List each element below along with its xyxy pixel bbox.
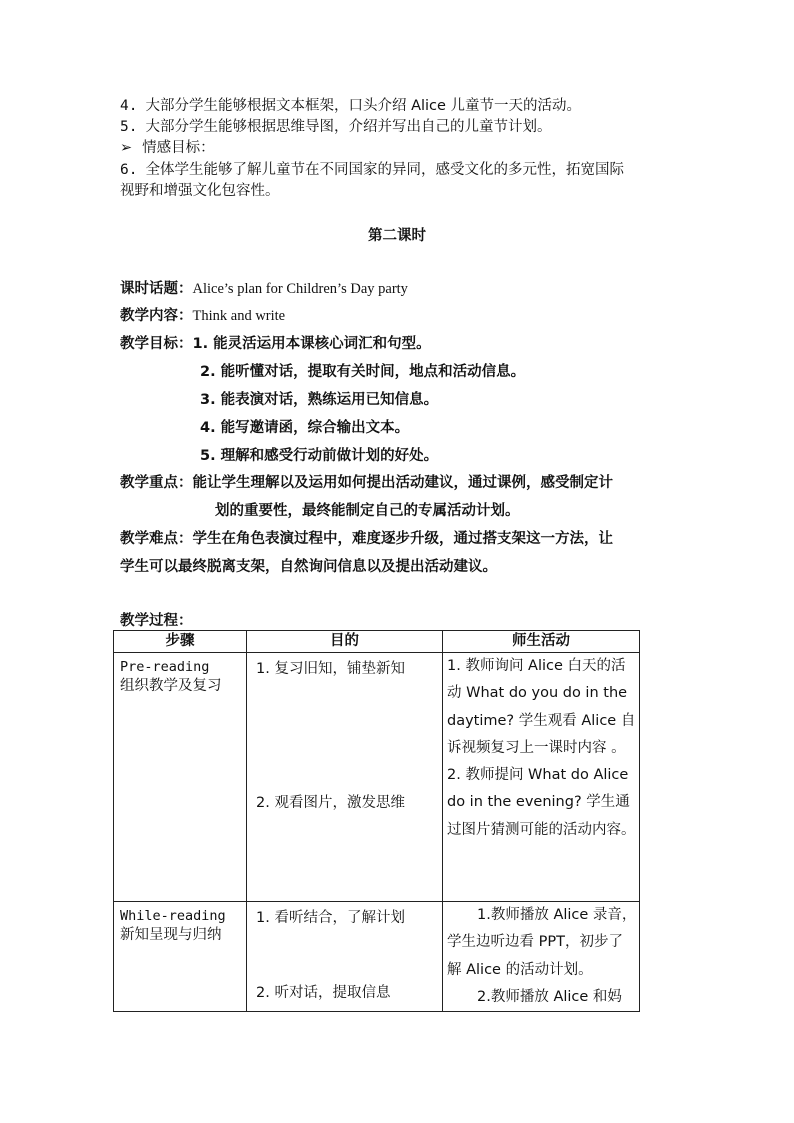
objective-item-6: 6. 全体学生能够了解儿童节在不同国家的异同，感受文化的多元性，拓宽国际 — [120, 162, 624, 178]
goals-row: 教学目标：1. 能灵活运用本课核心词汇和句型。 — [120, 336, 431, 352]
key-points-row: 教学重点：能让学生理解以及运用如何提出活动建议，通过课例，感受制定计 — [120, 475, 613, 491]
table-header-row — [114, 631, 640, 653]
process-table — [113, 630, 640, 1012]
header-step: 步骤 — [114, 631, 247, 653]
objective-item-5: 5. 大部分学生能够根据思维导图，介绍并写出自己的儿童节计划。 — [120, 119, 552, 135]
goal-item-5: 5. 理解和感受行动前做计划的好处。 — [200, 448, 439, 464]
goal-item-2: 2. 能听懂对话，提取有关时间，地点和活动信息。 — [200, 364, 526, 380]
process-label: 教学过程： — [120, 613, 193, 629]
difficulty-cont: 学生可以最终脱离支架，自然询问信息以及提出活动建议。 — [120, 559, 497, 575]
activity-cell: 1.教师播放 Alice 录音，学生边听边看 PPT，初步了解 Alice 的活动计划。 2.教师播放 Alice 和妈 — [443, 902, 640, 1012]
activity-cell: 1. 教师询问 Alice 白天的活动 What do you do in the daytime? 学生观看 Alice 自诉视频复习上一课时内容 。 2. 教师提问 What do Alice do in the evening? 学生通过图片猜测可能的活动内容。 — [443, 653, 640, 902]
objective-item-4: 4. 大部分学生能够根据文本框架，口头介绍 Alice 儿童节一天的活动。 — [120, 98, 582, 114]
goal-item-3: 3. 能表演对话，熟练运用已知信息。 — [200, 392, 439, 408]
difficulty-row: 教学难点：学生在角色表演过程中，难度逐步升级，通过搭支架这一方法，让 — [120, 531, 613, 547]
header-activity: 师生活动 — [443, 631, 640, 653]
stage-cell: While-reading 新知呈现与归纳 — [114, 902, 247, 1012]
aim-cell: 1. 看听结合，了解计划 2. 听对话，提取信息 — [247, 902, 443, 1012]
stage-cell: Pre-reading 组织教学及复习 — [114, 653, 247, 902]
key-points-cont: 划的重要性，最终能制定自己的专属活动计划。 — [215, 503, 520, 519]
topic-row: 课时话题：Alice’s plan for Children’s Day party — [120, 281, 408, 297]
table-row — [114, 902, 640, 1012]
header-aim: 目的 — [247, 631, 443, 653]
aim-cell: 1. 复习旧知，铺垫新知 2. 观看图片，激发思维 — [247, 653, 443, 902]
lesson-title: 第二课时 — [368, 228, 426, 244]
goal-item-4: 4. 能写邀请函，综合输出文本。 — [200, 420, 410, 436]
objective-item-6-cont: 视野和增强文化包容性。 — [120, 183, 280, 199]
affective-objectives-heading: ➢ 情感目标： — [120, 140, 215, 156]
table-row — [114, 653, 640, 902]
content-row: 教学内容：Think and write — [120, 308, 286, 324]
arrow-bullet-icon: ➢ — [120, 140, 133, 156]
